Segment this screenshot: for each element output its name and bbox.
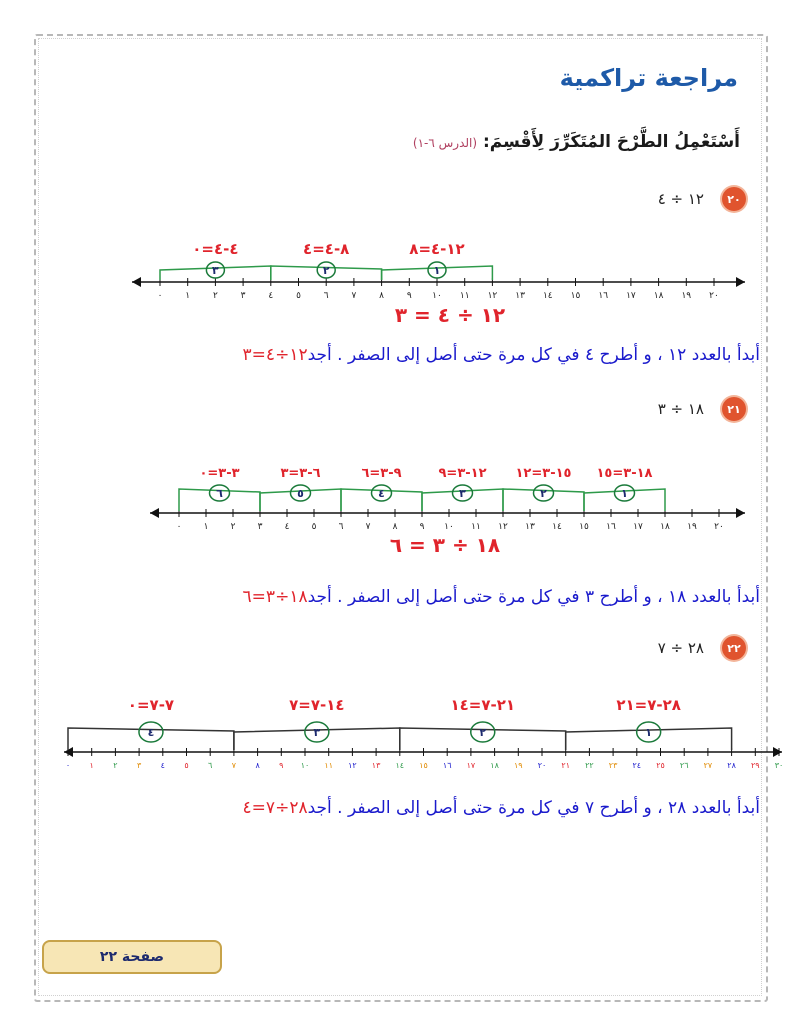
explanation-equation: ١٢÷٤=٣ [242,345,308,365]
tick-label: ٣ [240,291,246,301]
tick-label: ٩ [419,522,425,532]
tick-label: ٦ [208,761,213,770]
tick-label: ١٠ [432,291,442,301]
explanation-text: أبدأ بالعدد ١٢ ، و أطرح ٤ في كل مرة حتى أصل إلى الصفر . أجد [307,345,760,365]
tick-label: ١٤ [552,522,562,532]
subtitle-text: أَسْتَعْمِلُ الطَّرْحَ المُتَكَرِّرَ لِأَقْسِمَ: [482,132,740,152]
tick-label: ١١ [459,291,470,301]
axis-left-arrow [132,277,141,287]
question-expression-20: ١٢ ÷ ٤ [657,190,704,208]
subtraction-step: ١٨-٣=١٥ [596,466,653,481]
tick-label: ٢٠ [714,522,724,532]
tick-label: ١٢ [348,761,357,770]
subtraction-step: ٨-٤=٤ [303,240,350,258]
jump-count: ٣ [459,487,466,500]
subtraction-step: ١٢-٣=٩ [438,466,487,481]
tick-label: ٨ [255,761,260,770]
subtraction-step: ٩-٣=٦ [361,466,402,481]
subtraction-step: ٢٨-٧=٢١ [616,696,681,714]
tick-label: ١٨ [490,761,499,770]
question-number-20: ٢٠ [722,187,746,211]
tick-label: ٢٩ [751,761,760,770]
tick-label: ١٧ [633,522,643,532]
tick-label: ٥ [296,291,301,301]
page-number-footer: صفحة ٢٢ [42,940,222,974]
explanation-text: أبدأ بالعدد ٢٨ ، و أطرح ٧ في كل مرة حتى أصل إلى الصفر . أجد [307,798,760,818]
tick-label: ٥ [184,761,189,770]
tick-label: ١٢ [487,291,498,301]
tick-label: ١٩ [687,522,697,532]
subtraction-step: ٦-٣=٣ [280,466,321,481]
tick-label: ٣ [257,522,263,532]
question-expression-21: ١٨ ÷ ٣ [657,400,704,418]
tick-label: ٢٨ [727,761,736,770]
jump-count: ٢ [479,726,487,739]
tick-label: ١٥ [419,761,428,770]
tick-label: ٢ [212,291,218,301]
jump-count: ١ [433,264,441,277]
tick-label: ٢٤ [632,761,642,770]
tick-label: ٠ [65,761,71,770]
subtraction-step: ٤-٤=٠ [192,240,239,258]
explanation-equation: ٢٨÷٧=٤ [242,798,308,818]
tick-label: ١٥ [579,522,589,532]
tick-label: ٧ [231,761,237,770]
tick-label: ١ [203,522,209,532]
tick-label: ٢١ [561,761,570,770]
tick-label: ٧ [351,291,357,301]
tick-label: ٣٠ [774,761,784,770]
jump-count: ٤ [378,487,385,500]
section-title: مراجعة تراكمية [559,64,738,92]
tick-label: ١٣ [515,291,525,301]
explanation-equation: ١٨÷٣=٦ [242,587,308,607]
tick-label: ٨ [392,522,398,532]
jump-count: ٦ [216,487,223,500]
tick-label: ١ [89,761,94,770]
jump-count: ٥ [297,487,304,500]
axis-right-arrow [773,747,782,757]
axis-right-arrow [736,277,745,287]
tick-label: ٢٠ [537,761,547,770]
tick-label: ١٠ [300,761,310,770]
result-20: ١٢ ÷ ٤ = ٣ [394,303,506,327]
tick-label: ٨ [379,291,385,301]
tick-label: ٧ [365,522,371,532]
jump-count: ٤ [147,726,155,739]
jump-count: ٢ [540,487,547,500]
tick-label: ١٩ [514,761,523,770]
subtraction-step: ١٤-٧=٧ [289,696,345,714]
subtraction-step: ٧-٧=٠ [127,696,175,714]
tick-label: ٢ [113,761,118,770]
tick-label: ٠ [157,291,163,301]
tick-label: ٩ [406,291,412,301]
tick-label: ١٣ [525,522,535,532]
tick-label: ١٦ [598,291,609,301]
subtraction-step: ٢١-٧=١٤ [450,696,516,714]
axis-left-arrow [150,508,159,518]
tick-label: ١٧ [626,291,636,301]
tick-label: ٥ [311,522,317,532]
tick-label: ٦ [323,291,329,301]
tick-label: ١١ [471,522,481,532]
explanation-text: أبدأ بالعدد ١٨ ، و أطرح ٣ في كل مرة حتى أصل إلى الصفر . أجد [307,587,760,607]
tick-label: ٤ [268,291,274,301]
axis-right-arrow [736,508,745,518]
tick-label: ١١ [324,761,333,770]
tick-label: ١٤ [542,291,553,301]
tick-label: ٠ [176,522,182,532]
tick-label: ١٦ [606,522,616,532]
subtraction-step: ١٢-٤=٨ [409,240,465,258]
tick-label: ١ [185,291,191,301]
tick-label: ٢٢ [585,761,594,770]
tick-label: ٢٥ [656,761,665,770]
jump-count: ٢ [322,264,330,277]
subtraction-step: ٣-٣=٠ [199,466,240,481]
tick-label: ١٦ [442,761,452,770]
tick-label: ٢٦ [679,761,689,770]
question-expression-22: ٢٨ ÷ ٧ [657,639,704,657]
tick-label: ٦ [338,522,344,532]
tick-label: ١٩ [681,291,692,301]
question-number-22: ٢٢ [722,636,746,660]
jump-count: ١ [621,487,628,500]
tick-label: ١٧ [466,761,476,770]
tick-label: ٢٧ [703,761,713,770]
tick-label: ٢٣ [608,761,618,770]
jump-count: ٣ [313,726,321,739]
jump-count: ١ [645,726,653,739]
subtraction-step: ١٥-٣=١٢ [515,466,572,481]
tick-label: ١٢ [498,522,508,532]
result-21: ١٨ ÷ ٣ = ٦ [389,533,501,557]
tick-label: ١٨ [653,291,664,301]
tick-label: ٤ [160,761,165,770]
tick-label: ٣ [136,761,142,770]
question-number-21: ٢١ [722,397,746,421]
tick-label: ١٣ [371,761,381,770]
tick-label: ١٨ [660,522,670,532]
tick-label: ٢ [230,522,236,532]
tick-label: ٩ [279,761,284,770]
tick-label: ١٤ [395,761,405,770]
tick-label: ٢٠ [709,291,719,301]
tick-label: ٤ [284,522,290,532]
tick-label: ١٠ [444,522,454,532]
jump-count: ٣ [212,264,219,277]
tick-label: ١٥ [570,291,581,301]
lesson-ref: (الدرس ٦-١) [412,136,478,150]
